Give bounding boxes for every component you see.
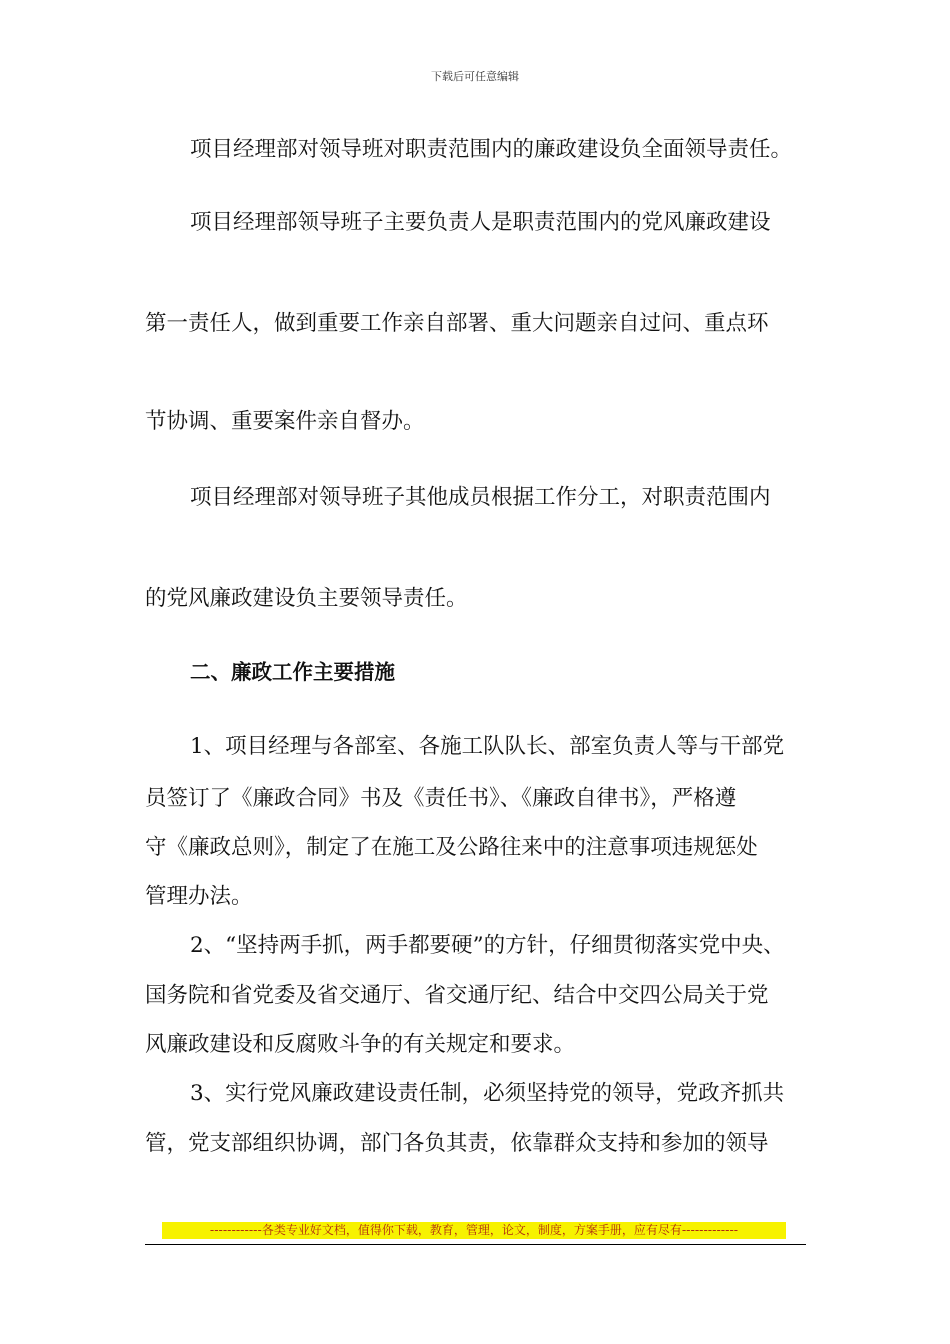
paragraph-line: 员签订了《廉政合同》书及《责任书》、《廉政自律书》，严格遵	[145, 786, 737, 811]
paragraph-line: 风廉政建设和反腐败斗争的有关规定和要求。	[145, 1032, 576, 1057]
paragraph-line: 3、实行党风廉政建设责任制，必须坚持党的领导，党政齐抓共	[190, 1081, 785, 1106]
footer-divider	[145, 1244, 806, 1245]
paragraph-line: 1、项目经理与各部室、各施工队队长、部室负责人等与干部党	[190, 734, 785, 759]
paragraph-line: 守《廉政总则》，制定了在施工及公路往来中的注意事项违规惩处	[145, 835, 758, 860]
paragraph-line: 项目经理部领导班子主要负责人是职责范围内的党风廉政建设	[190, 210, 771, 235]
paragraph-line: 项目经理部对领导班对职责范围内的廉政建设负全面领导责任。	[190, 137, 793, 162]
page-header-note: 下载后可任意编辑	[431, 70, 519, 83]
paragraph-line: 2、“坚持两手抓，两手都要硬”的方针，仔细贯彻落实党中央、	[190, 933, 785, 958]
paragraph-line: 项目经理部对领导班子其他成员根据工作分工，对职责范围内	[190, 485, 771, 510]
section-heading: 二、廉政工作主要措施	[190, 660, 395, 684]
paragraph-line: 的党风廉政建设负主要领导责任。	[145, 586, 468, 611]
paragraph-line: 第一责任人，做到重要工作亲自部署、重大问题亲自过问、重点环	[145, 311, 769, 336]
paragraph-line: 管理办法。	[145, 884, 253, 909]
footer-banner: ------------各类专业好文档，值得你下载，教育，管理，论文，制度，方案手册，应有尽有-------------	[162, 1222, 786, 1239]
paragraph-line: 节协调、重要案件亲自督办。	[145, 409, 425, 434]
paragraph-line: 管，党支部组织协调，部门各负其责，依靠群众支持和参加的领导	[145, 1131, 769, 1156]
paragraph-line: 国务院和省党委及省交通厅、省交通厅纪、结合中交四公局关于党	[145, 983, 769, 1008]
